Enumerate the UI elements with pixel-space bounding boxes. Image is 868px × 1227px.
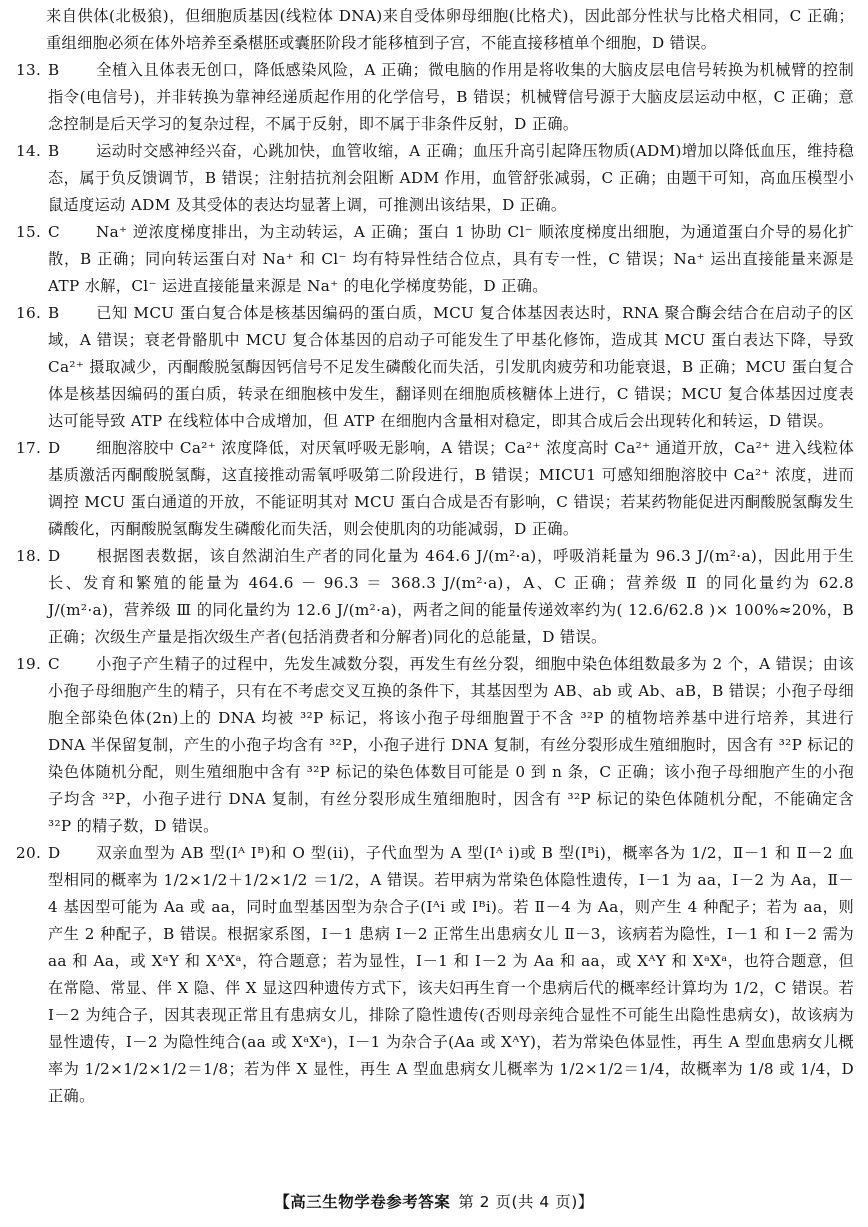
question-number: 17.	[16, 439, 42, 457]
answer-item-16	[14, 300, 854, 435]
answer-item-15	[14, 219, 854, 300]
answer-letter: B	[48, 142, 60, 160]
answer-letter: B	[48, 304, 60, 322]
question-number: 15.	[16, 223, 42, 241]
continuation-paragraph: 来自供体(北极狼)，但细胞质基因(线粒体 DNA)来自受体卵母细胞(比格犬)，因此部分性状与比格犬相同，C 正确；重组细胞必须在体外培养至桑椹胚或囊胚阶段才能移植到子宫，不能直接移植单个细胞，D 错误。	[46, 7, 854, 52]
answer-item-19	[14, 651, 854, 840]
answer-letter: C	[48, 655, 60, 673]
answer-explanation	[48, 57, 854, 138]
question-number: 19.	[16, 655, 42, 673]
answer-explanation	[48, 840, 854, 1110]
page-footer	[0, 1190, 868, 1212]
answer-letter: B	[48, 61, 60, 79]
question-number: 13.	[16, 61, 42, 79]
footer-page-number: 第 2 页(共 4 页)】	[458, 1193, 594, 1211]
explanation-text: 细胞溶胶中 Ca²⁺ 浓度降低，对厌氧呼吸无影响，A 错误；Ca²⁺ 浓度高时 Ca²⁺ 通道开放，Ca²⁺ 进入线粒体基质激活丙酮酸脱氢酶，这直接推动需氧呼吸第二阶段进行，B 错误；MICU1 可感知细胞溶胶中 Ca²⁺ 浓度，进而调控 MCU 蛋白通道的开放，不能证明其对 MCU 蛋白合成是否有影响，C 错误；若某药物能促进丙酮酸脱氢酶发生磷酸化，丙酮酸脱氢酶发生磷酸化而失活，则会使肌肉的功能减弱，D 正确。	[48, 439, 854, 538]
answer-letter: C	[48, 223, 60, 241]
question-number: 16.	[16, 304, 42, 322]
explanation-text: 小孢子产生精子的过程中，先发生减数分裂，再发生有丝分裂，细胞中染色体组数最多为 2 个，A 错误；由该小孢子母细胞产生的精子，只有在不考虑交叉互换的条件下，其基因型为 AB、ab 或 Ab、aB，B 错误；小孢子母细胞全部染色体(2n)上的 DNA 均被 ³²P 标记，将该小孢子母细胞置于不含 ³²P 的植物培养基中进行培养，其进行 DNA 半保留复制，产生的小孢子均含有 ³²P，小孢子进行 DNA 复制，有丝分裂形成生殖细胞时，因含有 ³²P 标记的染色体随机分配，则生殖细胞中含有 ³²P 标记的染色体数目可能是 0 到 n 条，C 正确；该小孢子母细胞产生的小孢子均含 ³²P，小孢子进行 DNA 复制，有丝分裂形成生殖细胞时，因含有 ³²P 标记的染色体随机分配，不能确定含 ³²P 的精子数，D 错误。	[48, 655, 854, 835]
answer-explanation	[48, 651, 854, 840]
answer-explanation	[48, 435, 854, 543]
explanation-text: 根据图表数据，该自然湖泊生产者的同化量为 464.6 J/(m²·a)，呼吸消耗量为 96.3 J/(m²·a)，因此用于生长、发育和繁殖的能量为 464.6 － 96.3 ＝ 368.3 J/(m²·a)，A、C 正确；营养级 Ⅱ 的同化量约为 62.8 J/(m²·a)，营养级 Ⅲ 的同化量约为 12.6 J/(m²·a)，两者之间的能量传递效率约为( 12.6/62.8 )× 100%≈20%，B 正确；次级生产量是指次级生产者(包括消费者和分解者)同化的总能量，D 错误。	[48, 547, 854, 646]
answer-letter: D	[48, 547, 61, 565]
answer-letter: D	[48, 439, 61, 457]
answer-explanation	[48, 219, 854, 300]
question-number: 20.	[16, 844, 42, 862]
explanation-text: 双亲血型为 AB 型(Iᴬ Iᴮ)和 O 型(ii)，子代血型为 A 型(Iᴬ i)或 B 型(Iᴮi)，概率各为 1/2，Ⅱ－1 和 Ⅱ－2 血型相同的概率为 1/2×1/2＋1/2×1/2 ＝1/2，A 错误。若甲病为常染色体隐性遗传，Ⅰ－1 为 aa，Ⅰ－2 为 Aa，Ⅱ－4 基因型可能为 Aa 或 aa，同时血型基因型为杂合子(Iᴬi 或 Iᴮi)。若 Ⅱ－4 为 Aa，则产生 4 种配子；若为 aa，则产生 2 种配子，B 错误。根据家系图，Ⅰ－1 患病 Ⅰ－2 正常生出患病女儿 Ⅱ－3，该病若为隐性，Ⅰ－1 和 Ⅰ－2 需为 aa 和 Aa，或 XᵃY 和 XᴬXᵃ，符合题意；若为显性，Ⅰ－1 和 Ⅰ－2 为 Aa 和 aa，或 XᴬY 和 XᵃXᵃ，也符合题意，但在常隐、常显、伴 X 隐、伴 X 显这四种遗传方式下，该夫妇再生育一个患病后代的概率经计算均为 1/2，C 错误。若 Ⅰ－2 为纯合子，因其表现正常且有患病女儿，排除了隐性遗传(否则母亲纯合显性不可能生出隐性患病女)，故该病为显性遗传，Ⅰ－2 为隐性纯合(aa 或 XᵃXᵃ)，Ⅰ－1 为杂合子(Aa 或 XᴬY)，若为常染色体显性，再生 A 型血患病女儿概率为 1/2×1/2×1/2＝1/8；若为伴 X 显性，再生 A 型血患病女儿概率为 1/2×1/2＝1/4，故概率为 1/8 或 1/4，D 正确。	[48, 844, 854, 1105]
answer-explanation	[48, 543, 854, 651]
explanation-text: 已知 MCU 蛋白复合体是核基因编码的蛋白质，MCU 复合体基因表达时，RNA 聚合酶会结合在启动子的区域，A 错误；衰老骨骼肌中 MCU 复合体基因的启动子可能发生了甲基化修饰，造成其 MCU 蛋白表达下降，导致 Ca²⁺ 摄取减少，丙酮酸脱氢酶因钙信号不足发生磷酸化而失活，引发肌肉疲劳和功能衰退，B 正确；MCU 蛋白复合体是核基因编码的蛋白质，转录在细胞核中发生，翻译则在细胞质核糖体上进行，C 错误；MCU 复合体基因过度表达可能导致 ATP 在线粒体中合成增加，但 ATP 在细胞内含量相对稳定，即其合成后会出现转化和转运，D 错误。	[48, 304, 854, 430]
explanation-text: Na⁺ 逆浓度梯度排出，为主动转运，A 正确；蛋白 1 协助 Cl⁻ 顺浓度梯度出细胞，为通道蛋白介导的易化扩散，B 正确；同向转运蛋白对 Na⁺ 和 Cl⁻ 均有特异性结合位点，具有专一性，C 错误；Na⁺ 运出直接能量来源是 ATP 水解，Cl⁻ 运进直接能量来源是 Na⁺ 的电化学梯度势能，D 正确。	[48, 223, 854, 295]
footer-title: 【高三生物学卷参考答案	[274, 1193, 451, 1211]
answer-explanation	[48, 300, 854, 435]
question-number: 14.	[16, 142, 42, 160]
answer-item-18	[14, 543, 854, 651]
answer-item-17	[14, 435, 854, 543]
explanation-text: 全植入且体表无创口，降低感染风险，A 正确；微电脑的作用是将收集的大脑皮层电信号转换为机械臂的控制指令(电信号)，并非转换为靠神经递质起作用的化学信号，B 错误；机械臂信号源于大脑皮层运动中枢，C 正确；意念控制是后天学习的复杂过程，不属于反射，即不属于非条件反射，D 正确。	[48, 61, 854, 133]
answer-letter: D	[48, 844, 61, 862]
answer-explanation	[48, 138, 854, 219]
answer-item-13	[14, 57, 854, 138]
answer-item-20	[14, 840, 854, 1110]
explanation-text: 运动时交感神经兴奋，心跳加快，血管收缩，A 正确；血压升高引起降压物质(ADM)增加以降低血压，维持稳态，属于负反馈调节，B 错误；注射拮抗剂会阻断 ADM 作用，血管舒张减弱，C 正确；由题干可知，高血压模型小鼠适度运动 ADM 及其受体的表达均显著上调，可推测出该结果，D 正确。	[48, 142, 854, 214]
answer-item-14	[14, 138, 854, 219]
question-number: 18.	[16, 547, 42, 565]
